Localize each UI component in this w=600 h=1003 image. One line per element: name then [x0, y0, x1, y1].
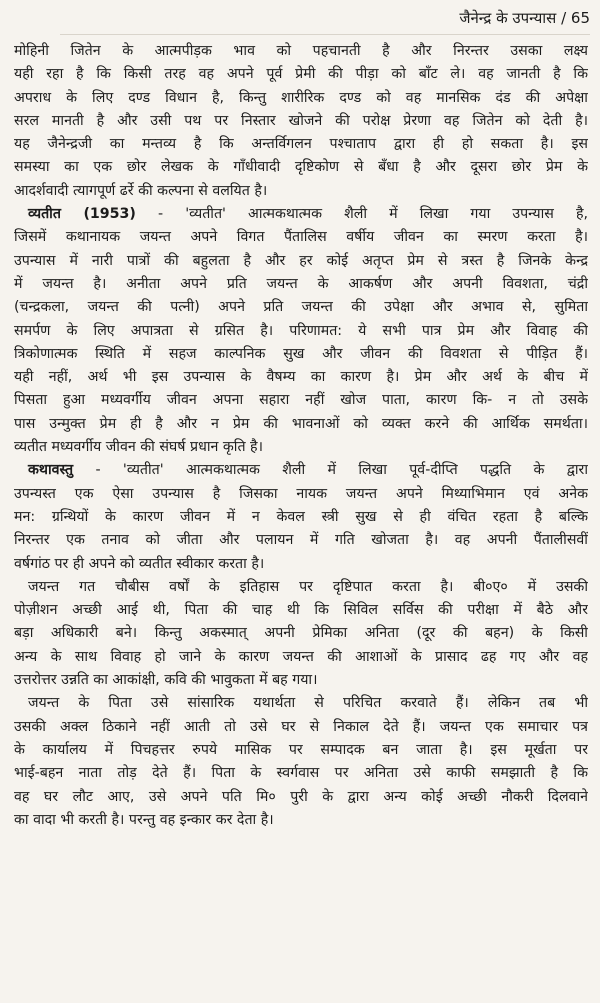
- text-line: व्यतीत मध्यवर्गीय जीवन की संघर्ष प्रधान कृति है।: [14, 439, 263, 456]
- text-line: उपन्यस्त एक ऐसा उपन्यास है जिसका नायक जयन्त अपने मिथ्याभिमान एवं अनेक: [14, 485, 588, 502]
- text-line: समस्या का एक छोर लेखक के गाँधीवादी दृष्टिकोण से बँधा है और दूसरा छोर प्रेम के: [14, 159, 588, 176]
- text-line: (चन्द्रकला, जयन्त की पत्नी) अपने प्रति जयन्त की उपेक्षा और अभाव से, सुमिता: [14, 299, 588, 316]
- text-line: उत्तरोत्तर उन्नति का आकांक्षी, कवि की भावुकता में बह गया।: [14, 672, 318, 689]
- text-line: सरल मानती है और उसी पथ पर निस्तार खोजने की परोक्ष प्रेरणा वह जितेन को देती है।: [14, 112, 588, 129]
- text-line: अन्य के साथ विवाह हो जाने के कारण जयन्त की आशाओं के प्रासाद ढह गए और वह: [14, 648, 588, 665]
- section-heading-line: व्यतीत (1953) - 'व्यतीत' आत्मकथात्मक शैली में लिखा गया उपन्यास है,: [28, 206, 588, 223]
- section-heading-line: कथावस्तु - 'व्यतीत' आत्मकथात्मक शैली में लिखा पूर्व-दीप्ति पद्धति के द्वारा: [28, 462, 588, 479]
- text-line: जिसमें कथानायक जयन्त अपने विगत पैंतालिस वर्षीय जीवन का स्मरण करता है।: [14, 229, 588, 246]
- running-header: जैनेन्द्र के उपन्यास / 65: [459, 9, 590, 27]
- section-heading: कथावस्तु: [28, 462, 74, 479]
- text-line: निरन्तर एक तनाव को जीता और पलायन में गति खोजता है। वह अपनी पैंतालीसवीं: [14, 532, 588, 549]
- text-line: यही रहा है कि किसी तरह वह अपने पूर्व प्रेमी की पीड़ा को बाँट ले। वह जानती है कि: [14, 66, 588, 83]
- text-line: अपराध के लिए दण्ड विधान है, किन्तु शारीरिक दण्ड को वह मानसिक दंड की अपेक्षा: [14, 89, 588, 106]
- text-line: भाई-बहन नाता तोड़ देते हैं। पिता के स्वर्गवास पर अनिता उसे काफी समझाती है कि: [14, 765, 588, 782]
- text-line: पास उन्मुक्त प्रेम ही है और न प्रेम की भावनाओं को व्यक्त करने की आर्थिक समर्थता।: [14, 415, 588, 432]
- text-line: उपन्यास में नारी पात्रों की बहुलता है और हर कोई अतृप्त प्रेम से त्रस्त है जिनके केन्द्र: [14, 252, 588, 269]
- body-text: [14, 40, 588, 832]
- text-line: में जयन्त है। अनीता अपने प्रति जयन्त के आकर्षण और अपनी विवशता, चंद्री: [14, 275, 588, 292]
- text-line: यही नहीं, अर्थ भी इस उपन्यास के वैषम्य का कारण है। प्रेम और अर्थ के बीच में: [14, 369, 588, 386]
- text-line: के कार्यालय में पिचहत्तर रुपये मासिक पर सम्पादक बन जाता है। इस मूर्खता पर: [14, 741, 588, 758]
- text-line: त्रिकोणात्मक स्थिति में सहज काल्पनिक सुख और जीवन की विवशता से पीड़ित हैं।: [14, 345, 588, 362]
- text-line: पिसता हुआ मध्यवर्गीय जीवन अपना सहारा नहीं खोज पाता, कारण कि- न तो उसके: [14, 392, 588, 409]
- text-line: उसकी अक्ल ठिकाने नहीं आती तो उसे घर से निकाल देते हैं। जयन्त एक समाचार पत्र: [14, 718, 588, 735]
- section-heading: व्यतीत (1953): [28, 206, 136, 223]
- text-line: मन: ग्रन्थियों के कारण जीवन में न केवल स्त्री सुख से ही वंचित रहता है बल्कि: [14, 508, 588, 525]
- header-rule: [60, 34, 590, 35]
- text-line: जयन्त गत चौबीस वर्षों के इतिहास पर दृष्टिपात करता है। बी०ए० में उसकी: [28, 578, 588, 595]
- text-line: का वादा भी करती है। परन्तु वह इन्कार कर देता है।: [14, 811, 274, 828]
- text-line: यह जैनेन्द्रजी का मन्तव्य है कि अन्तर्विगलन पश्चाताप द्वारा ही हो सकता है। इस: [14, 136, 588, 153]
- text-line: वह घर लौट आए, उसे अपने पति मि० पुरी के द्वारा अन्य कोई अच्छी नौकरी दिलवाने: [14, 788, 588, 805]
- show-through-text: [240, 14, 390, 26]
- text-line: समर्पण के लिए अपात्रता से ग्रसित है। परिणामत: ये सभी पात्र प्रेम और विवाह की: [14, 322, 588, 339]
- text-line: आदर्शवादी त्यागपूर्ण ढर्रे की कल्पना से वलयित है।: [14, 182, 268, 199]
- text-line: मोहिनी जितेन के आत्मपीड़क भाव को पहचानती है और निरन्तर उसका लक्ष्य: [14, 43, 588, 59]
- text-line: वर्षगांठ पर ही अपने को व्यतीत स्वीकार करता है।: [14, 555, 265, 572]
- text-line: जयन्त के पिता उसे सांसारिक यथार्थता से परिचित करवाते हैं। लेकिन तब भी: [28, 695, 588, 712]
- text-line: बड़ा अधिकारी बने। किन्तु अकस्मात् अपनी प्रेमिका अनिता (दूर की बहन) के किसी: [14, 625, 588, 642]
- text-line: पोज़ीशन अच्छी आई थी, पिता की चाह थी कि सिविल सर्विस की परीक्षा में बैठे और: [14, 602, 588, 619]
